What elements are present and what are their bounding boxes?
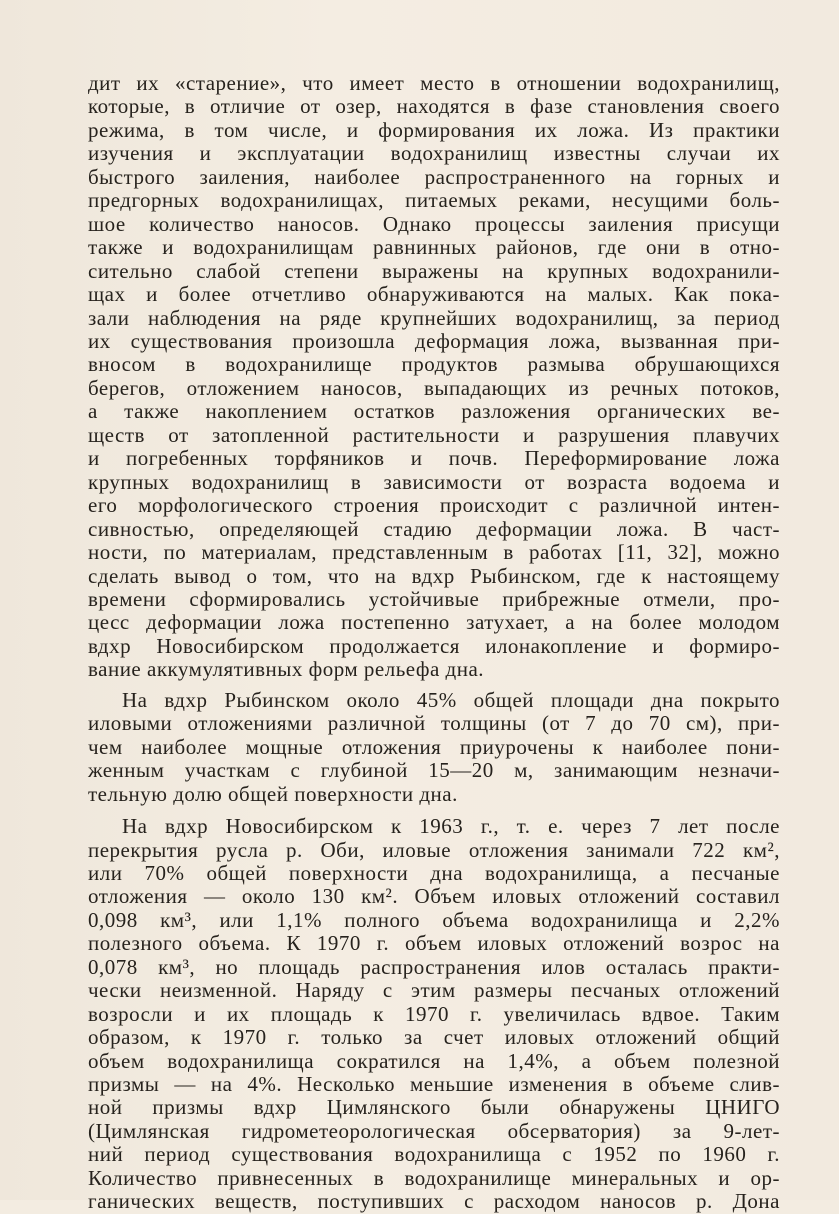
text-line: сивностью, определяющей стадию деформации ложа. В част- <box>88 516 780 541</box>
text-line: ной призмы вдхр Цимлянского были обнаружены ЦНИГО <box>88 1095 780 1120</box>
text-line: ности, по материалам, представленным в работах [11, 32], можно <box>88 540 780 565</box>
text-line: отложения — около 130 км². Объем иловых отложений составил <box>88 884 780 909</box>
text-line: быстрого заиления, наиболее распространенного на горных и <box>88 164 780 189</box>
text-line: берегов, отложением наносов, выпадающих из речных потоков, <box>88 375 780 400</box>
text-line: На вдхр Рыбинском около 45% общей площади дна покрыто <box>122 687 780 712</box>
text-line: или 70% общей поверхности дна водохранилища, а песчаные <box>88 860 780 885</box>
text-line: объем водохранилища сократился на 1,4%, а объем полезной <box>88 1048 780 1073</box>
text-line: иловыми отложениями различной толщины (от 7 до 70 см), при- <box>88 711 780 736</box>
text-line: дит их «старение», что имеет место в отношении водохранилищ, <box>88 71 780 95</box>
text-line: изучения и эксплуатации водохранилищ известны случаи их <box>88 141 780 166</box>
text-line: (Цимлянская гидрометеорологическая обсерватория) за 9-лет- <box>88 1118 780 1143</box>
text-line: ганических веществ, поступивших с расходом наносов р. Дона <box>88 1189 780 1214</box>
text-line: полезного объема. К 1970 г. объем иловых отложений возрос на <box>88 931 780 956</box>
text-line: вдхр Новосибирском продолжается илонакопление и формиро- <box>88 633 780 658</box>
text-line: сительно слабой степени выражены на крупных водохранили- <box>88 258 780 283</box>
text-line: ществ от затопленной растительности и разрушения плавучих <box>88 422 780 447</box>
text-line: призмы — на 4%. Несколько меньшие изменения в объеме слив- <box>88 1072 780 1097</box>
text-line: ний период существования водохранилища с 1952 по 1960 г. <box>88 1142 780 1167</box>
text-line: его морфологического строения происходит с различной интен- <box>88 493 780 518</box>
body-text <box>88 72 780 1214</box>
text-line: На вдхр Новосибирском к 1963 г., т. е. через 7 лет после <box>122 814 780 839</box>
paragraph-2 <box>88 689 780 806</box>
text-line: зали наблюдения на ряде крупнейших водохранилищ, за период <box>88 305 780 330</box>
text-line: сделать вывод о том, что на вдхр Рыбинском, где к настоящему <box>88 563 780 588</box>
text-line: времени сформировались устойчивые прибрежные отмели, про- <box>88 586 780 611</box>
text-line: Количество привнесенных в водохранилище минеральных и ор- <box>88 1165 780 1190</box>
text-line: вносом в водохранилище продуктов размыва обрушающихся <box>88 352 780 377</box>
paragraph-3 <box>88 815 780 1214</box>
text-line: также и водохранилищам равнинных районов, где они в отно- <box>88 235 780 260</box>
text-line: 0,078 км³, но площадь распространения илов осталась практи- <box>88 954 780 979</box>
text-line: шое количество наносов. Однако процессы заиления присущи <box>88 211 780 236</box>
text-line: крупных водохранилищ в зависимости от возраста водоема и <box>88 469 780 494</box>
text-line: образом, к 1970 г. только за счет иловых отложений общий <box>88 1025 780 1050</box>
text-line: чем наиболее мощные отложения приурочены к наиболее пони- <box>88 734 780 759</box>
text-line: возросли и их площадь к 1970 г. увеличилась вдвое. Таким <box>88 1001 780 1026</box>
text-line: а также накоплением остатков разложения органических ве- <box>88 399 780 424</box>
text-line: 0,098 км³, или 1,1% полного объема водохранилища и 2,2% <box>88 907 780 932</box>
text-line: предгорных водохранилищах, питаемых реками, несущими боль- <box>88 188 780 213</box>
text-line: и погребенных торфяников и почв. Переформирование ложа <box>88 446 780 471</box>
paragraph-1 <box>88 72 780 682</box>
text-line: которые, в отличие от озер, находятся в фазе становления своего <box>88 94 780 119</box>
text-line: вание аккумулятивных форм рельефа дна. <box>88 657 485 682</box>
text-line: режима, в том числе, и формирования их ложа. Из практики <box>88 117 780 142</box>
text-line: перекрытия русла р. Оби, иловые отложения занимали 722 км², <box>88 837 780 862</box>
text-line: их существования произошла деформация ложа, вызванная при- <box>88 328 780 353</box>
text-line: щах и более отчетливо обнаруживаются на малых. Как пока- <box>88 282 780 307</box>
text-line: тельную долю общей поверхности дна. <box>88 781 458 806</box>
text-line: чески неизменной. Наряду с этим размеры песчаных отложений <box>88 978 780 1003</box>
text-line: цесс деформации ложа постепенно затухает, а на более молодом <box>88 610 780 635</box>
text-line: женным участкам с глубиной 15—20 м, занимающим незначи- <box>88 758 780 783</box>
